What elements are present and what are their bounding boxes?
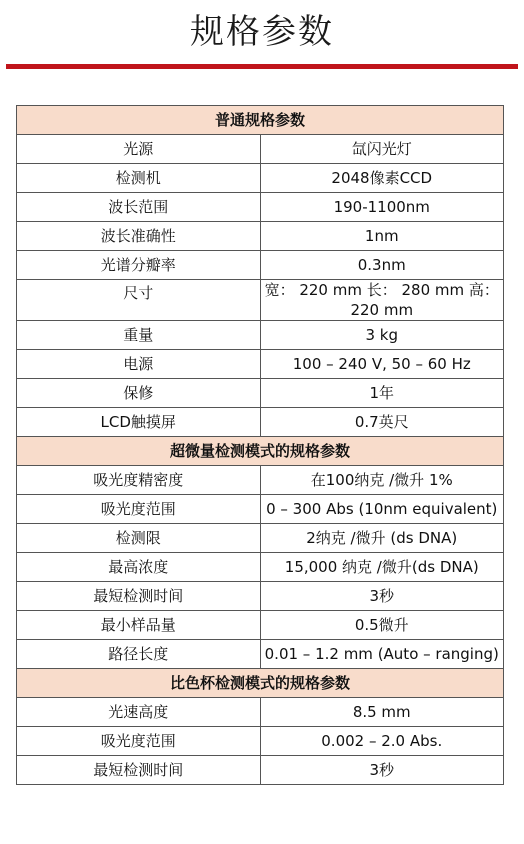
- section-header-row: [17, 669, 504, 698]
- spec-value: 8.5 mm: [260, 698, 504, 727]
- section-header-row: [17, 437, 504, 466]
- table-row: [17, 350, 504, 379]
- spec-value: 0 – 300 Abs (10nm equivalent): [260, 495, 504, 524]
- table-row: [17, 495, 504, 524]
- spec-label: 光源: [17, 135, 261, 164]
- spec-label: 保修: [17, 379, 261, 408]
- spec-label: 最短检测时间: [17, 756, 261, 785]
- spec-value: 2纳克 /微升 (ds DNA): [260, 524, 504, 553]
- section-heading: 比色杯检测模式的规格参数: [17, 669, 504, 698]
- spec-label: 最高浓度: [17, 553, 261, 582]
- table-row: [17, 164, 504, 193]
- spec-value: 3秒: [260, 756, 504, 785]
- spec-value: 在100纳克 /微升 1%: [260, 466, 504, 495]
- title-divider: [6, 64, 518, 69]
- spec-value: 1年: [260, 379, 504, 408]
- spec-label: 检测限: [17, 524, 261, 553]
- spec-label: 最小样品量: [17, 611, 261, 640]
- spec-label: 路径长度: [17, 640, 261, 669]
- table-row: [17, 193, 504, 222]
- table-row: [17, 222, 504, 251]
- spec-value: 3秒: [260, 582, 504, 611]
- section-heading: 超微量检测模式的规格参数: [17, 437, 504, 466]
- spec-value: 宽： 220 mm 长： 280 mm 高： 220 mm: [260, 280, 504, 321]
- spec-label: 波长范围: [17, 193, 261, 222]
- section-header-row: [17, 106, 504, 135]
- spec-value: 3 kg: [260, 321, 504, 350]
- spec-label: 光速高度: [17, 698, 261, 727]
- table-row: [17, 582, 504, 611]
- table-row: [17, 727, 504, 756]
- spec-value: 0.002 – 2.0 Abs.: [260, 727, 504, 756]
- table-row: [17, 698, 504, 727]
- spec-label: 重量: [17, 321, 261, 350]
- table-row: [17, 553, 504, 582]
- spec-label: 检测机: [17, 164, 261, 193]
- table-row: [17, 524, 504, 553]
- spec-value: 0.01 – 1.2 mm (Auto – ranging): [260, 640, 504, 669]
- spec-value: 15,000 纳克 /微升(ds DNA): [260, 553, 504, 582]
- spec-label: 尺寸: [17, 280, 261, 321]
- spec-value: 190-1100nm: [260, 193, 504, 222]
- spec-label: 波长准确性: [17, 222, 261, 251]
- section-heading: 普通规格参数: [17, 106, 504, 135]
- spec-value: 0.5微升: [260, 611, 504, 640]
- spec-value: 1nm: [260, 222, 504, 251]
- spec-table: [16, 105, 504, 785]
- spec-value: 0.7英尺: [260, 408, 504, 437]
- spec-label: 电源: [17, 350, 261, 379]
- table-row: [17, 756, 504, 785]
- table-row: [17, 135, 504, 164]
- spec-value: 100 – 240 V, 50 – 60 Hz: [260, 350, 504, 379]
- spec-label: 吸光度范围: [17, 727, 261, 756]
- table-row: [17, 251, 504, 280]
- spec-label: 吸光度范围: [17, 495, 261, 524]
- page-title: 规格参数: [190, 12, 334, 52]
- table-row: [17, 408, 504, 437]
- table-row: [17, 640, 504, 669]
- table-row: [17, 379, 504, 408]
- spec-label: 光谱分瓣率: [17, 251, 261, 280]
- table-row: [17, 611, 504, 640]
- spec-label: 吸光度精密度: [17, 466, 261, 495]
- spec-label: 最短检测时间: [17, 582, 261, 611]
- table-row: [17, 466, 504, 495]
- spec-label: LCD触摸屏: [17, 408, 261, 437]
- table-row: [17, 280, 504, 321]
- table-row: [17, 321, 504, 350]
- spec-value: 0.3nm: [260, 251, 504, 280]
- spec-value: 2048像素CCD: [260, 164, 504, 193]
- spec-value: 氙闪光灯: [260, 135, 504, 164]
